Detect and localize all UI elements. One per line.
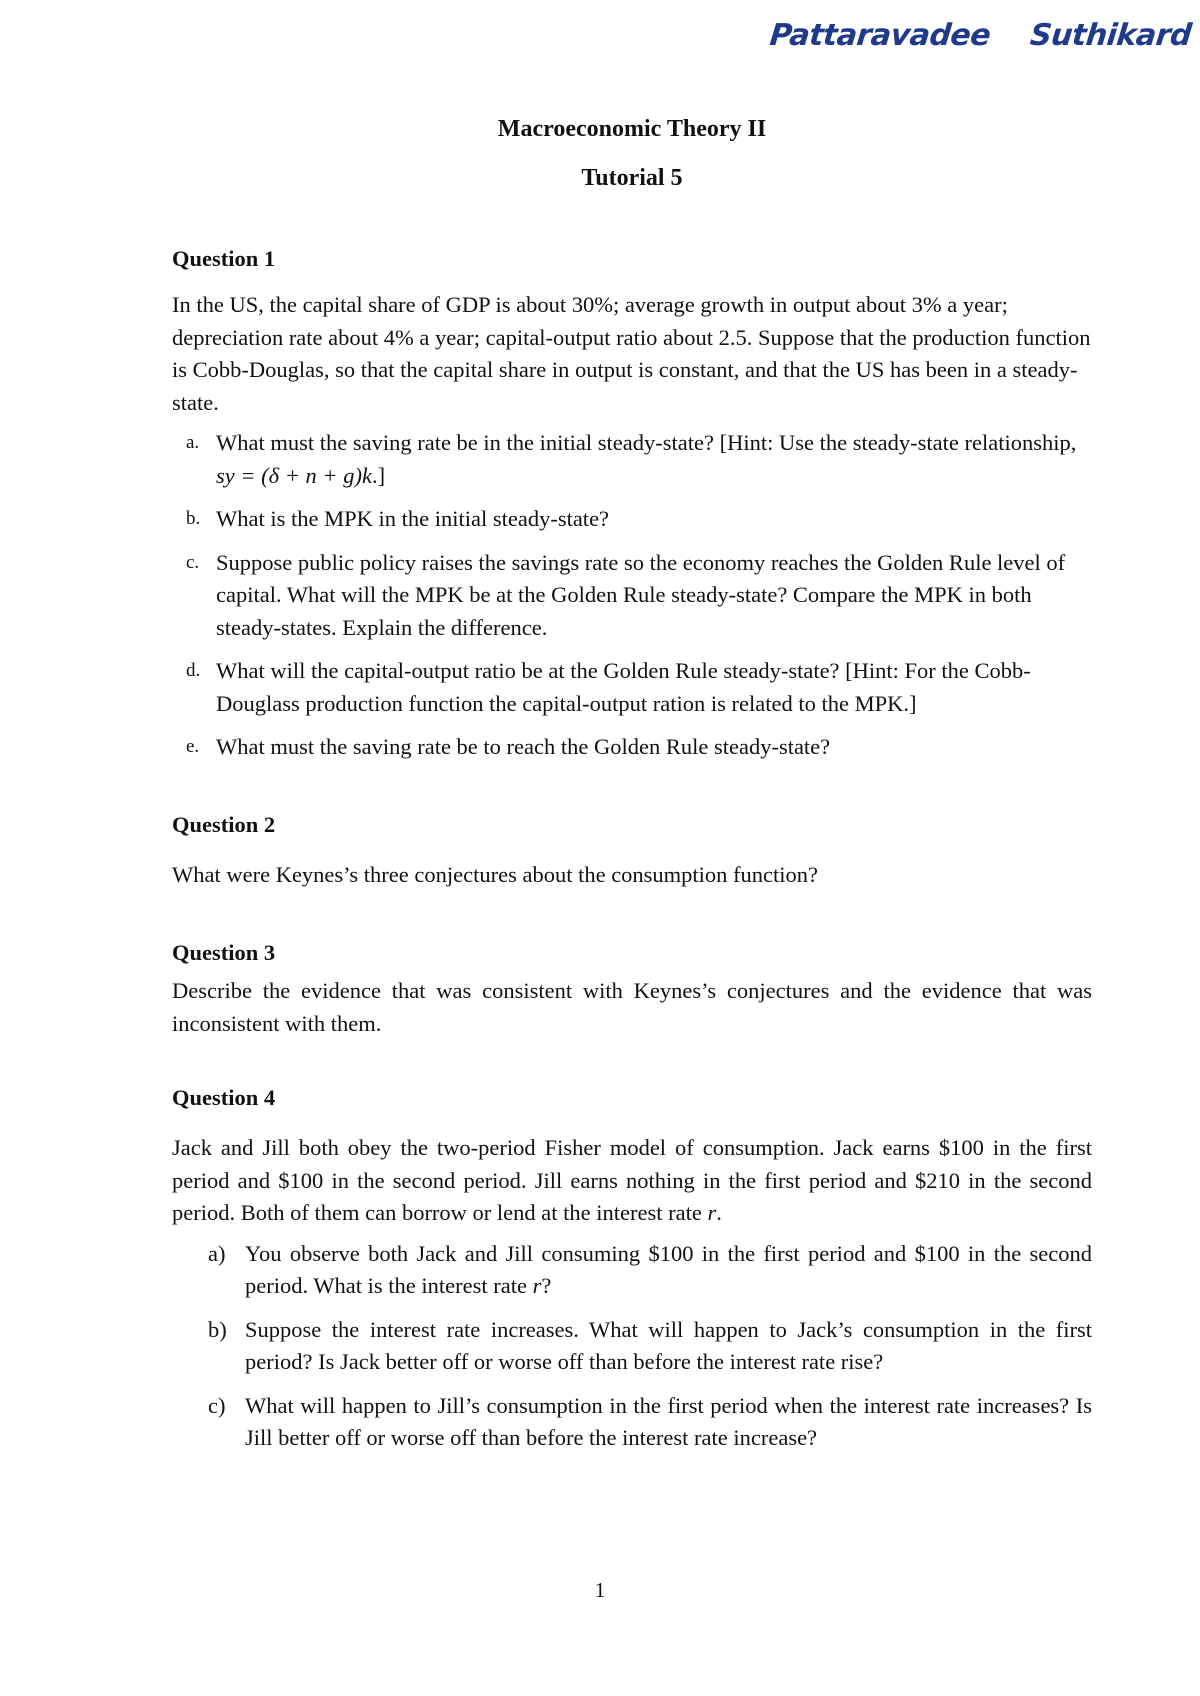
part-text-end: .] <box>371 462 386 488</box>
question-4-part-b <box>172 1314 1092 1379</box>
part-marker: c) <box>208 1392 226 1418</box>
intro-text-end: . <box>716 1200 722 1225</box>
interest-rate-var: r <box>707 1200 717 1225</box>
steady-state-formula: sy = (δ + n + g)k <box>216 462 372 488</box>
question-1-part-c <box>172 547 1092 645</box>
part-text: Suppose the interest rate increases. What will happen to Jack’s consumption in the first period? Is Jack better off or worse off than before the interest rate rise? <box>245 1316 1092 1374</box>
interest-rate-var: r <box>532 1273 542 1298</box>
question-1-parts <box>172 427 1092 764</box>
part-text: What will happen to Jill’s consumption in the first period when the interest rate increases? Is Jill better off or worse off than before the interest rate increase? <box>245 1392 1092 1450</box>
question-1-part-d <box>172 655 1092 720</box>
question-4-part-a <box>172 1238 1092 1303</box>
document-title: Macroeconomic Theory II <box>497 116 767 142</box>
question-3 <box>172 937 1092 1040</box>
question-4 <box>172 1082 1092 1455</box>
question-4-part-c <box>172 1390 1092 1455</box>
question-1-part-e <box>172 731 1092 764</box>
question-1 <box>172 243 1092 764</box>
part-marker: b) <box>208 1316 227 1342</box>
part-marker: c. <box>186 551 200 573</box>
part-marker: d. <box>186 660 201 681</box>
intro-text: Jack and Jill both obey the two-period Fisher model of consumption. Jack earns $100 in the first period and $100 in the second period. Jill earns nothing in the first period and $210 in the second period. Both of them can borrow or lend at the interest rate <box>172 1135 1092 1225</box>
part-text: What will the capital-output ratio be at the Golden Rule steady-state? [Hint: For the Cobb-Douglass production function the capital-output ration is related to the MPK.] <box>216 658 1031 716</box>
question-1-intro: In the US, the capital share of GDP is about 30%; average growth in output about 3% a year; depreciation rate about 4% a year; capital-output ratio about 2.5. Suppose that the production function is Cobb-Douglas, so that the capital share in output is constant, and that the US has been in a steady-state. <box>172 292 1091 415</box>
page-number: 1 <box>594 1578 606 1602</box>
handwritten-signature: Pattaravadee Suthikard <box>768 18 1193 53</box>
question-2-text: What were Keynes’s three conjectures about the consumption function? <box>172 861 819 887</box>
question-4-parts <box>172 1238 1092 1455</box>
document-subtitle: Tutorial 5 <box>581 165 683 191</box>
part-text: What must the saving rate be in the initial steady-state? [Hint: Use the steady-state relationship, <box>216 430 1077 455</box>
part-marker: b. <box>186 508 201 529</box>
part-marker: a. <box>186 432 200 453</box>
question-3-heading: Question 3 <box>172 940 276 965</box>
part-text: What is the MPK in the initial steady-state? <box>216 506 610 531</box>
question-2 <box>172 809 1092 892</box>
question-3-text: Describe the evidence that was consistent with Keynes’s conjectures and the evidence that was inconsistent with them. <box>172 978 1092 1036</box>
question-4-intro <box>172 1132 1092 1230</box>
part-marker: a) <box>208 1240 226 1266</box>
part-text: What must the saving rate be to reach the Golden Rule steady-state? <box>216 734 831 759</box>
question-1-heading: Question 1 <box>172 246 276 271</box>
part-text: Suppose public policy raises the savings rate so the economy reaches the Golden Rule level of capital. What will the MPK be at the Golden Rule steady-state? Compare the MPK in both steady-states. Explain the difference. <box>216 549 1066 640</box>
question-4-heading: Question 4 <box>172 1085 276 1110</box>
part-marker: e. <box>186 736 200 757</box>
part-text: You observe both Jack and Jill consuming $100 in the first period and $100 in the second period. What is the interest rate <box>245 1240 1092 1298</box>
document-body <box>172 112 1092 1466</box>
question-1-part-b <box>172 503 1092 536</box>
question-1-part-a <box>172 427 1092 492</box>
part-text-end: ? <box>541 1273 552 1298</box>
question-2-heading: Question 2 <box>172 811 276 837</box>
